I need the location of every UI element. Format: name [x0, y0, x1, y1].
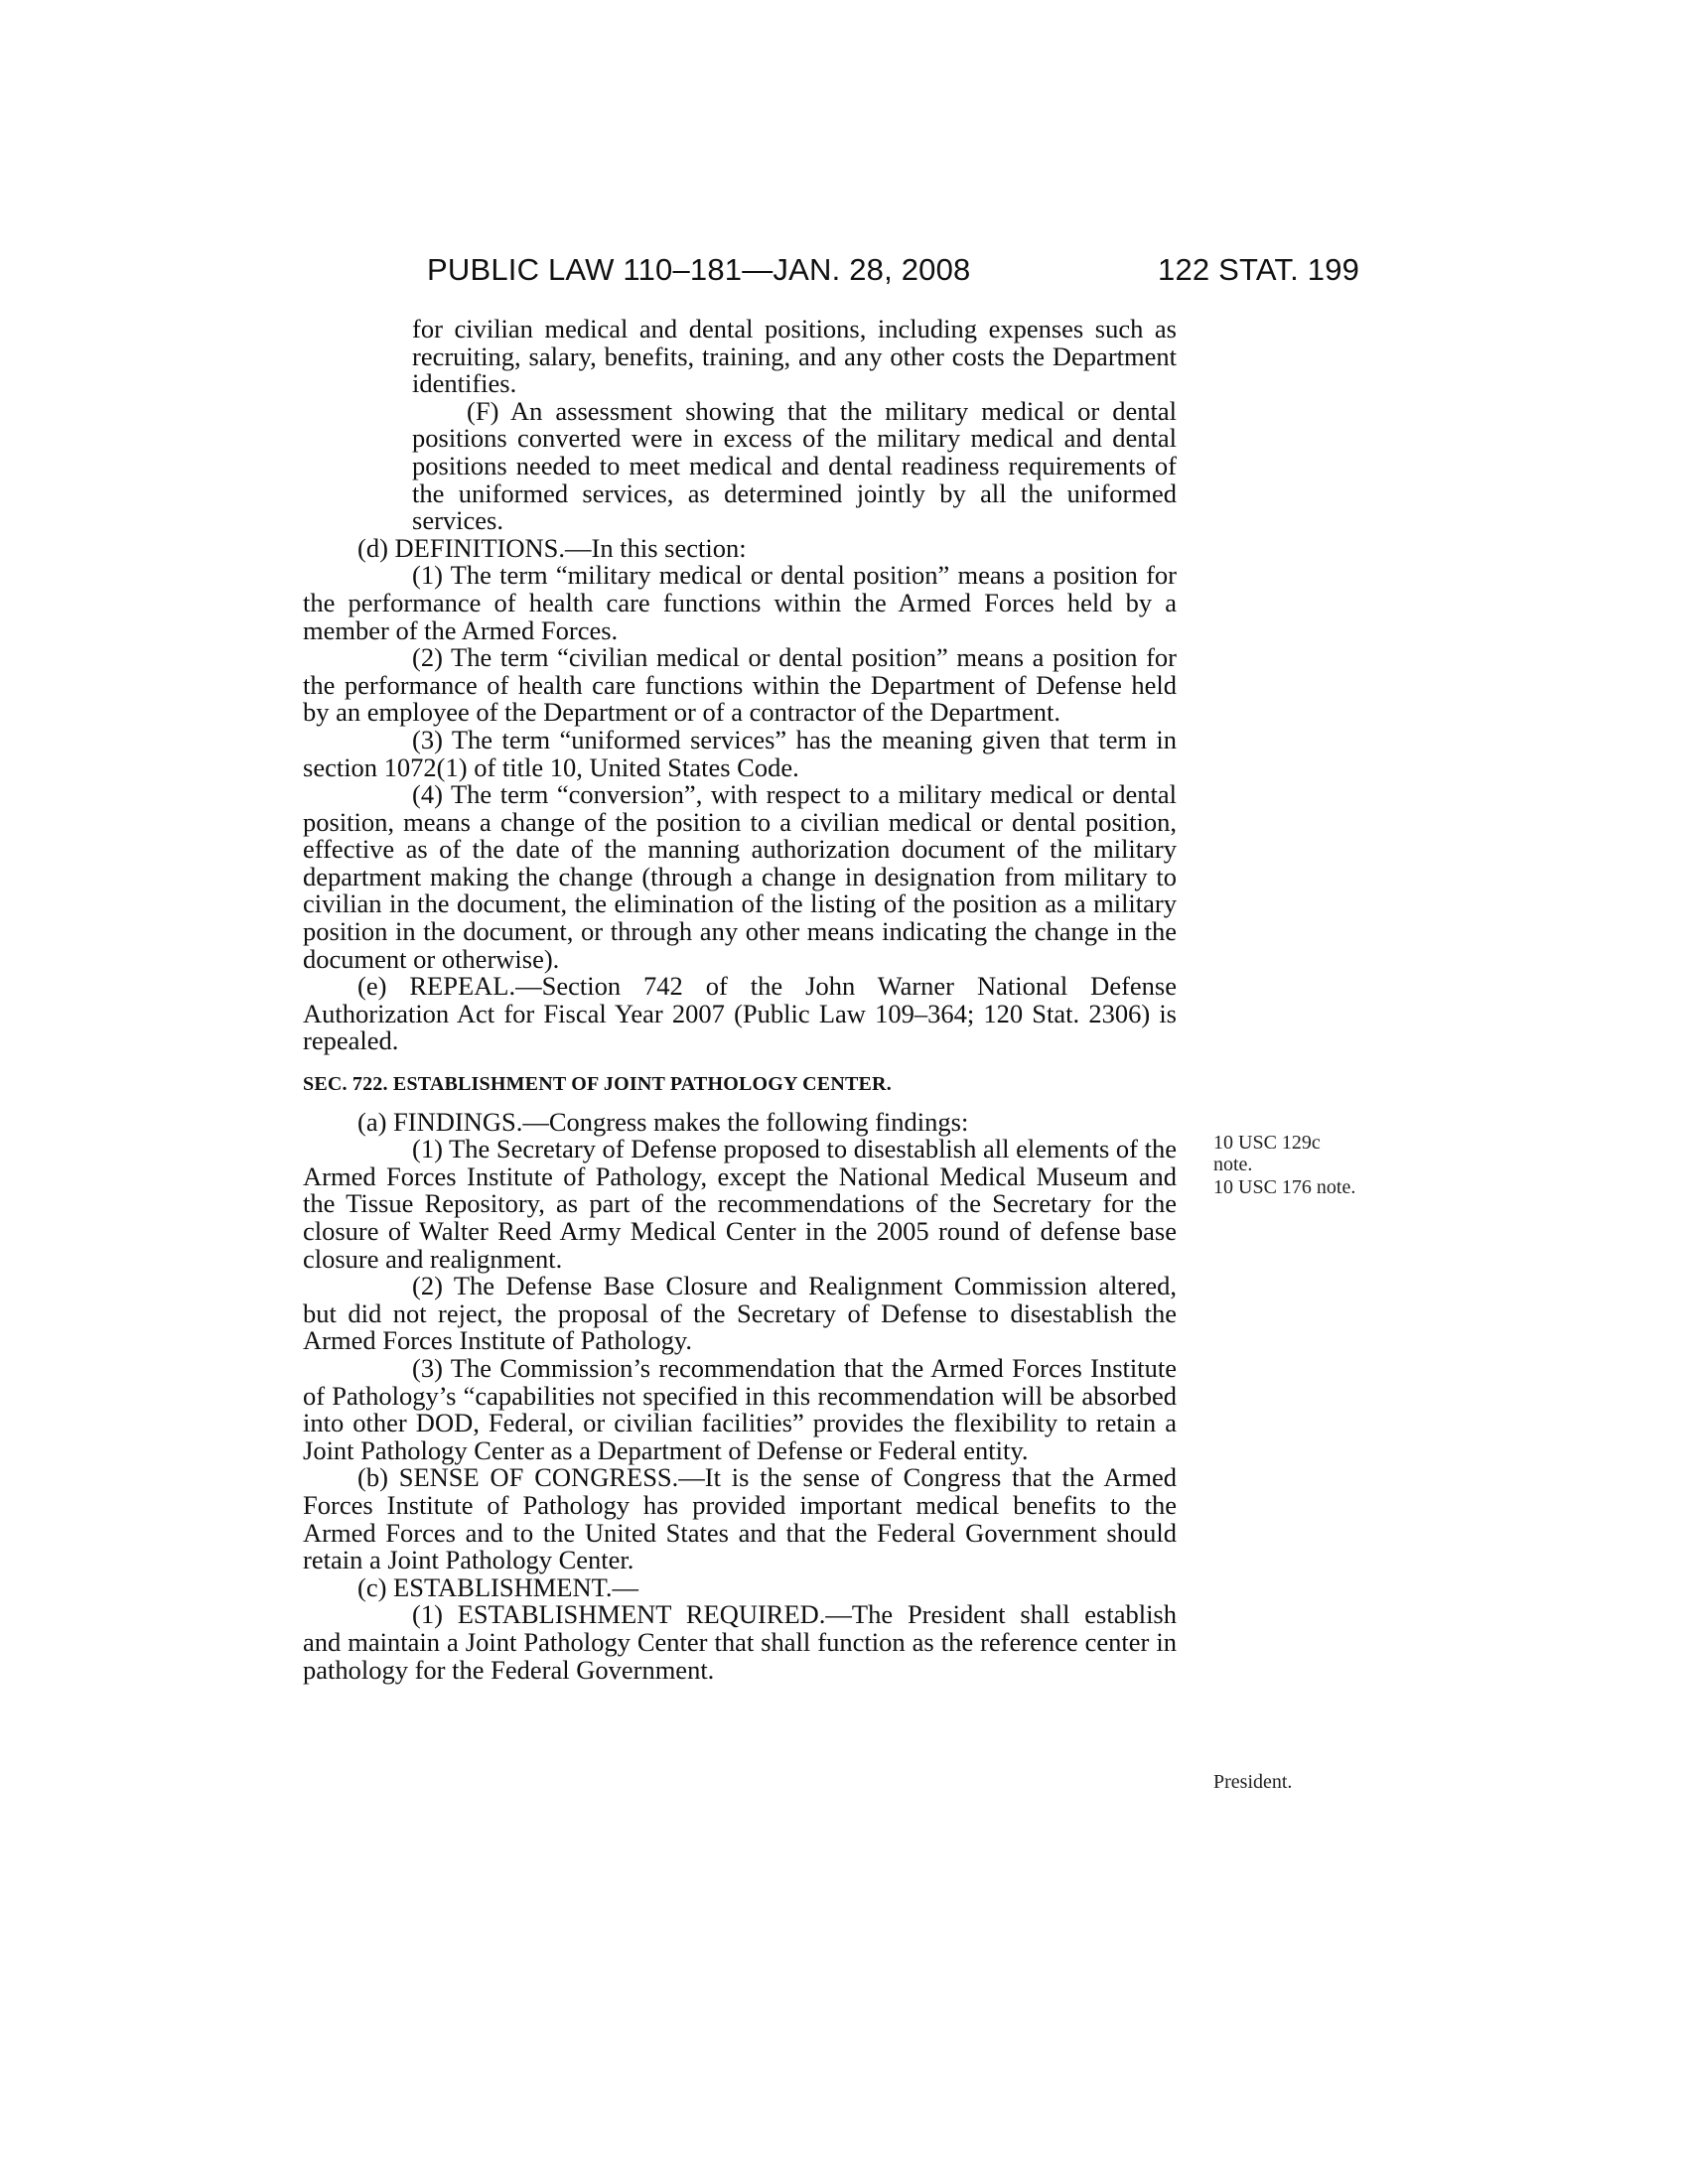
margin-note-president: President. — [1213, 1771, 1293, 1793]
subsection-e-repeal: (e) REPEAL.—Section 742 of the John Warner National Defense Authorization Act for Fiscal Year 2007 (Public Law 109–364; 120 Stat. 2306) is repealed. — [303, 971, 1177, 1056]
section-heading: SEC. 722. ESTABLISHMENT OF JOINT PATHOLOGY CENTER. — [303, 1073, 892, 1096]
margin-note-usc-176: 10 USC 176 note. — [1213, 1176, 1356, 1198]
definition-2: (2) The term “civilian medical or dental position” means a position for the performance of health care functions within the Department of Defense held by an employee of the Department or of a contractor of the Department. — [303, 642, 1177, 728]
finding-2: (2) The Defense Base Closure and Realignment Commission altered, but did not reject, the proposal of the Secretary of Defense to disestablish the Armed Forces Institute of Pathology. — [303, 1271, 1177, 1356]
finding-1: (1) The Secretary of Defense proposed to disestablish all elements of the Armed Forces Institute of Pathology, except the National Medical Museum and the Tissue Repository, as part of the recommendations of the Secretary for the closure of Walter Reed Army Medical Center in the 2005 round of defense base closure and realignment. — [303, 1134, 1177, 1274]
definition-3: (3) The term “uniformed services” has the meaning given that term in section 1072(1) of title 10, United States Code. — [303, 724, 1177, 782]
establishment-required: (1) ESTABLISHMENT REQUIRED.—The President shall establish and maintain a Joint Pathology Center that shall function as the reference center in pathology for the Federal Government. — [303, 1599, 1177, 1685]
definition-1: (1) The term “military medical or dental position” means a position for the performance of health care functions within the Armed Forces held by a member of the Armed Forces. — [303, 560, 1177, 645]
running-header-left: PUBLIC LAW 110–181—JAN. 28, 2008 — [427, 252, 971, 287]
definition-4: (4) The term “conversion”, with respect to a military medical or dental position, means a change of the position to a civilian medical or dental position, effective as of the date of the manning authorization document of the military department making the change (through a change in designation from military to civilian in the document, the elimination of the listing of the position as a military position in the document, or through any other means indicating the change in the document or otherwise). — [303, 779, 1177, 974]
margin-note-usc-129c: 10 USC 129c note. — [1213, 1132, 1321, 1175]
paragraph-continuation: for civilian medical and dental positions, including expenses such as recruiting, salary, benefits, training, and any other costs the Department identifies. — [412, 314, 1177, 399]
paragraph-F: (F) An assessment showing that the military medical or dental positions converted were in excess of the military medical and dental positions needed to meet medical and dental readiness requirements of the uniformed services, as determined jointly by all the uniformed services. — [412, 395, 1177, 536]
subsection-a-findings: (a) FINDINGS.—Congress makes the following findings: — [357, 1106, 969, 1137]
document-body — [303, 316, 1177, 1684]
subsection-d-definitions: (d) DEFINITIONS.—In this section: — [357, 532, 747, 563]
finding-3: (3) The Commission’s recommendation that the Armed Forces Institute of Pathology’s “capabilities not specified in this recommendation will be absorbed into other DOD, Federal, or civilian facilities” provides the flexibility to retain a Joint Pathology Center as a Department of Defense or Federal entity. — [303, 1352, 1177, 1465]
page-number-header: 122 STAT. 199 — [1158, 252, 1360, 287]
subsection-c-establishment: (c) ESTABLISHMENT.— — [357, 1571, 638, 1602]
subsection-b-sense-of-congress: (b) SENSE OF CONGRESS.—It is the sense of Congress that the Armed Forces Institute of Pathology has provided important medical benefits to the Armed Forces and to the United States and that the Federal Government should retain a Joint Pathology Center. — [303, 1462, 1177, 1575]
